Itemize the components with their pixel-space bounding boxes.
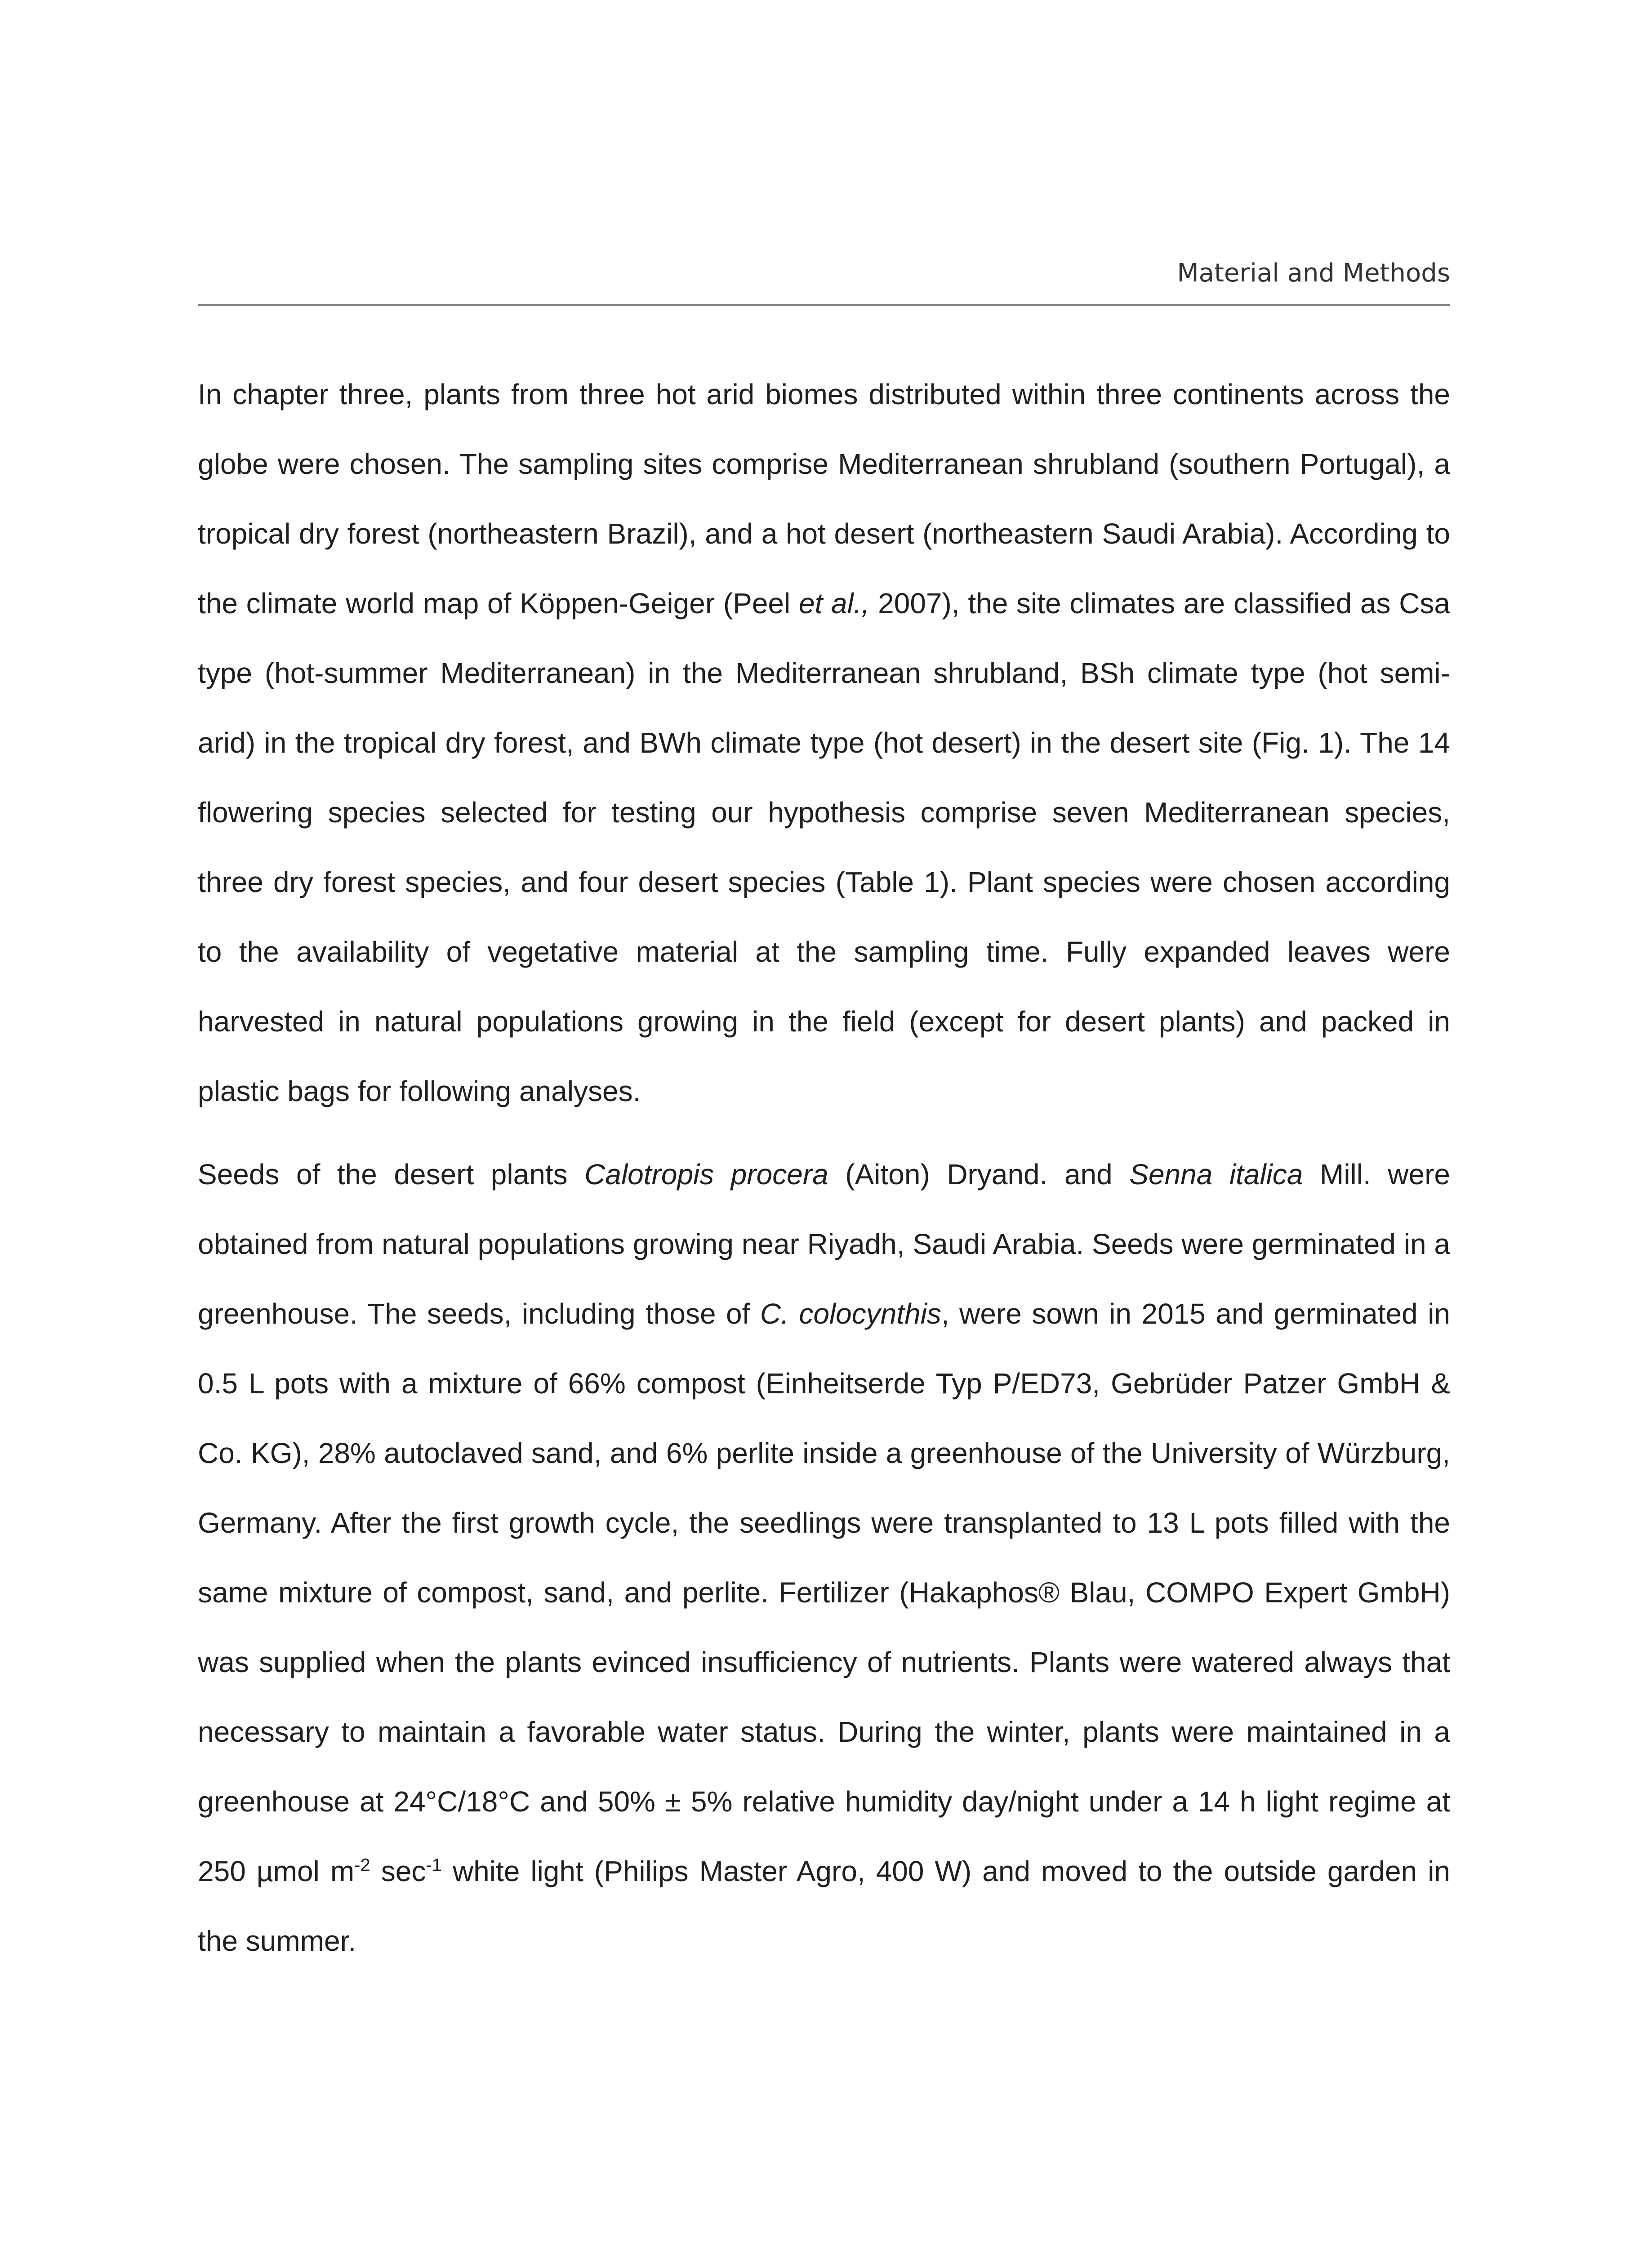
- paragraph-text: 2007), the site climates are classified as Csa type (hot-summer Mediterranean) in the Mediterranean shrubland, BSh climate type (hot semi-arid) in the tropical dry forest, and BWh climate type (hot desert) in the desert site (Fig. 1). The 14 flowering species selected for testing our hypothesis comprise seven Mediterranean species, three dry forest species, and four desert species (Table 1). Plant species were chosen according to the availability of vegetative material at the sampling time. Fully expanded leaves were harvested in natural populations growing in the field (except for desert plants) and packed in plastic bags for following analyses.: [198, 587, 1451, 1107]
- body-text: [198, 360, 1450, 1976]
- superscript-exponent: -2: [354, 1855, 370, 1875]
- paragraph-text: (Aiton) Dryand. and: [828, 1158, 1130, 1191]
- paragraph-plant-cultivation: [198, 1140, 1450, 1976]
- paragraph-text: Seeds of the desert plants: [198, 1158, 585, 1191]
- running-header: Material and Methods: [1177, 259, 1450, 288]
- paragraph-text: In chapter three, plants from three hot arid biomes distributed within three continents across the globe were chosen. The sampling sites comprise Mediterranean shrubland (southern Portugal), a tropical dry forest (northeastern Brazil), and a hot desert (northeastern Saudi Arabia). According to the climate world map of Köppen-Geiger (Peel: [198, 378, 1450, 620]
- paragraph-study-sites: [198, 360, 1450, 1126]
- paragraph-text: sec: [370, 1855, 426, 1887]
- paragraph-text: , were sown in 2015 and germinated in 0.5 L pots with a mixture of 66% compost (Einheitserde Typ P/ED73, Gebrüder Patzer GmbH & Co. KG), 28% autoclaved sand, and 6% perlite inside a greenhouse of the University of Würzburg, Germany. After the first growth cycle, the seedlings were transplanted to 13 L pots filled with the same mixture of compost, sand, and perlite. Fertilizer (Hakaphos® Blau, COMPO Expert GmbH) was supplied when the plants evinced insufficiency of nutrients. Plants were watered always that necessary to maintain a favorable water status. During the winter, plants were maintained in a greenhouse at 24°C/18°C and 50% ± 5% relative humidity day/night under a 14 h light regime at 250 µmol m: [198, 1298, 1451, 1887]
- citation-italic: et al.,: [798, 587, 870, 620]
- header-divider: [198, 304, 1450, 306]
- paragraph-text: white light (Philips Master Agro, 400 W) and moved to the outside garden in the summer.: [198, 1855, 1451, 1957]
- species-name: C. colocynthis: [760, 1298, 941, 1330]
- paragraph-text: Mill. were obtained from natural populations growing near Riyadh, Saudi Arabia. Seeds were germinated in a greenhouse. The seeds, including those of: [198, 1158, 1451, 1330]
- superscript-exponent: -1: [426, 1855, 442, 1875]
- species-name: Calotropis procera: [584, 1158, 828, 1191]
- species-name: Senna italica: [1129, 1158, 1303, 1191]
